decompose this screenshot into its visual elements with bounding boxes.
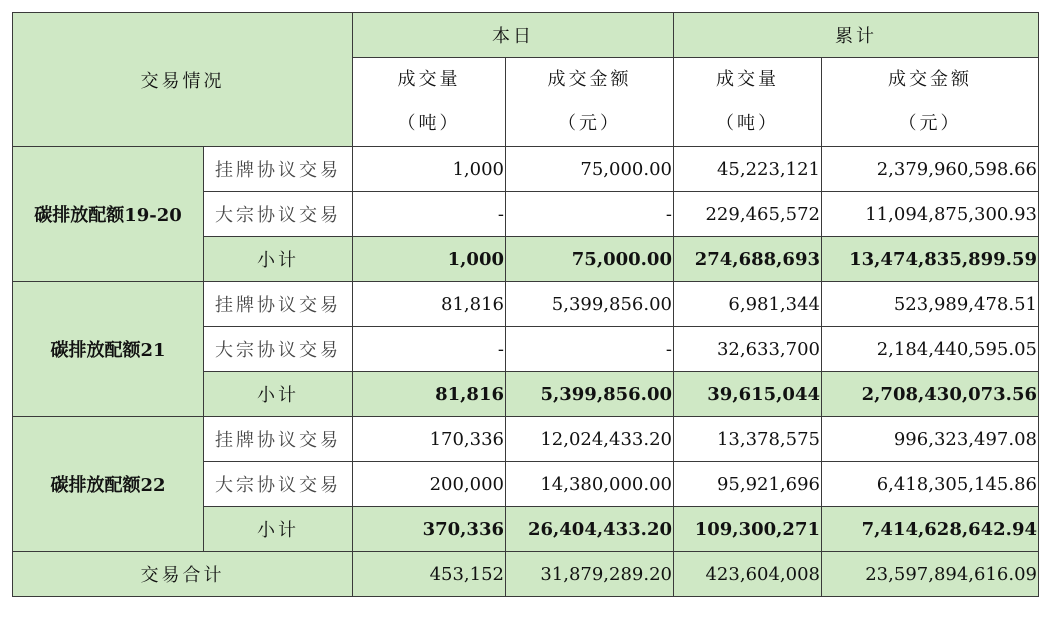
total-today-amt: 31,879,289.20 xyxy=(506,552,674,597)
trade-type: 挂牌协议交易 xyxy=(204,282,353,327)
total-cum-vol: 423,604,008 xyxy=(674,552,822,597)
subtotal-label: 小计 xyxy=(204,237,353,282)
total-cum-amt: 23,597,894,616.09 xyxy=(822,552,1039,597)
cum-amt-header xyxy=(822,58,1039,147)
today-vol-cell: 81,816 xyxy=(353,282,506,327)
today-vol-header xyxy=(353,58,506,147)
subtotal-cum-amt: 7,414,628,642.94 xyxy=(822,507,1039,552)
cum-vol-cell: 13,378,575 xyxy=(674,417,822,462)
today-amt-cell: 75,000.00 xyxy=(506,147,674,192)
table-body xyxy=(13,147,1039,597)
cum-vol-cell: 45,223,121 xyxy=(674,147,822,192)
trade-type: 挂牌协议交易 xyxy=(204,147,353,192)
subtotal-cum-vol: 39,615,044 xyxy=(674,372,822,417)
today-vol-cell: 170,336 xyxy=(353,417,506,462)
subtotal-today-amt: 26,404,433.20 xyxy=(506,507,674,552)
cum-vol-cell: 95,921,696 xyxy=(674,462,822,507)
trade-type: 挂牌协议交易 xyxy=(204,417,353,462)
cum-amt-cell: 996,323,497.08 xyxy=(822,417,1039,462)
subtotal-today-amt: 5,399,856.00 xyxy=(506,372,674,417)
today-vol-cell: 200,000 xyxy=(353,462,506,507)
table-row xyxy=(13,282,1039,327)
cum-amt-cell: 523,989,478.51 xyxy=(822,282,1039,327)
today-vol-cell: - xyxy=(353,327,506,372)
today-amt-cell: 14,380,000.00 xyxy=(506,462,674,507)
subtotal-today-vol: 370,336 xyxy=(353,507,506,552)
subtotal-cum-amt: 2,708,430,073.56 xyxy=(822,372,1039,417)
today-vol-unit: （吨） xyxy=(397,113,461,134)
today-amt-cell: - xyxy=(506,327,674,372)
today-amt-cell: 12,024,433.20 xyxy=(506,417,674,462)
cum-amt-cell: 2,184,440,595.05 xyxy=(822,327,1039,372)
subtotal-label: 小计 xyxy=(204,372,353,417)
today-vol-cell: - xyxy=(353,192,506,237)
header-row-1 xyxy=(13,13,1039,58)
today-vol-title: 成交量 xyxy=(397,69,461,90)
today-amt-unit: （元） xyxy=(558,113,621,134)
today-amt-title: 成交金额 xyxy=(547,69,632,90)
subtotal-cum-vol: 109,300,271 xyxy=(674,507,822,552)
cum-amt-cell: 2,379,960,598.66 xyxy=(822,147,1039,192)
subtotal-cum-vol: 274,688,693 xyxy=(674,237,822,282)
subtotal-today-amt: 75,000.00 xyxy=(506,237,674,282)
today-amt-header xyxy=(506,58,674,147)
cum-amt-unit: （元） xyxy=(898,113,962,134)
cum-vol-cell: 32,633,700 xyxy=(674,327,822,372)
trade-type: 大宗协议交易 xyxy=(204,192,353,237)
today-vol-cell: 1,000 xyxy=(353,147,506,192)
trade-type: 大宗协议交易 xyxy=(204,327,353,372)
trading-summary-table xyxy=(12,12,1039,597)
total-today-vol: 453,152 xyxy=(353,552,506,597)
today-amt-cell: - xyxy=(506,192,674,237)
subtotal-cum-amt: 13,474,835,899.59 xyxy=(822,237,1039,282)
grand-total-label: 交易合计 xyxy=(13,552,353,597)
trade-type: 大宗协议交易 xyxy=(204,462,353,507)
group-name: 碳排放配额21 xyxy=(13,282,204,417)
cum-vol-title: 成交量 xyxy=(716,69,779,90)
cum-vol-header xyxy=(674,58,822,147)
cum-amt-cell: 11,094,875,300.93 xyxy=(822,192,1039,237)
today-header: 本日 xyxy=(353,13,674,58)
table-row xyxy=(13,147,1039,192)
cum-vol-unit: （吨） xyxy=(716,113,779,134)
group-name: 碳排放配额19-20 xyxy=(13,147,204,282)
corner-header: 交易情况 xyxy=(13,13,353,147)
subtotal-today-vol: 81,816 xyxy=(353,372,506,417)
cum-vol-cell: 6,981,344 xyxy=(674,282,822,327)
cum-vol-cell: 229,465,572 xyxy=(674,192,822,237)
cum-amt-cell: 6,418,305,145.86 xyxy=(822,462,1039,507)
today-amt-cell: 5,399,856.00 xyxy=(506,282,674,327)
table-row xyxy=(13,417,1039,462)
grand-total-row xyxy=(13,552,1039,597)
subtotal-today-vol: 1,000 xyxy=(353,237,506,282)
cumulative-header: 累计 xyxy=(674,13,1039,58)
subtotal-label: 小计 xyxy=(204,507,353,552)
cum-amt-title: 成交金额 xyxy=(888,69,972,90)
group-name: 碳排放配额22 xyxy=(13,417,204,552)
